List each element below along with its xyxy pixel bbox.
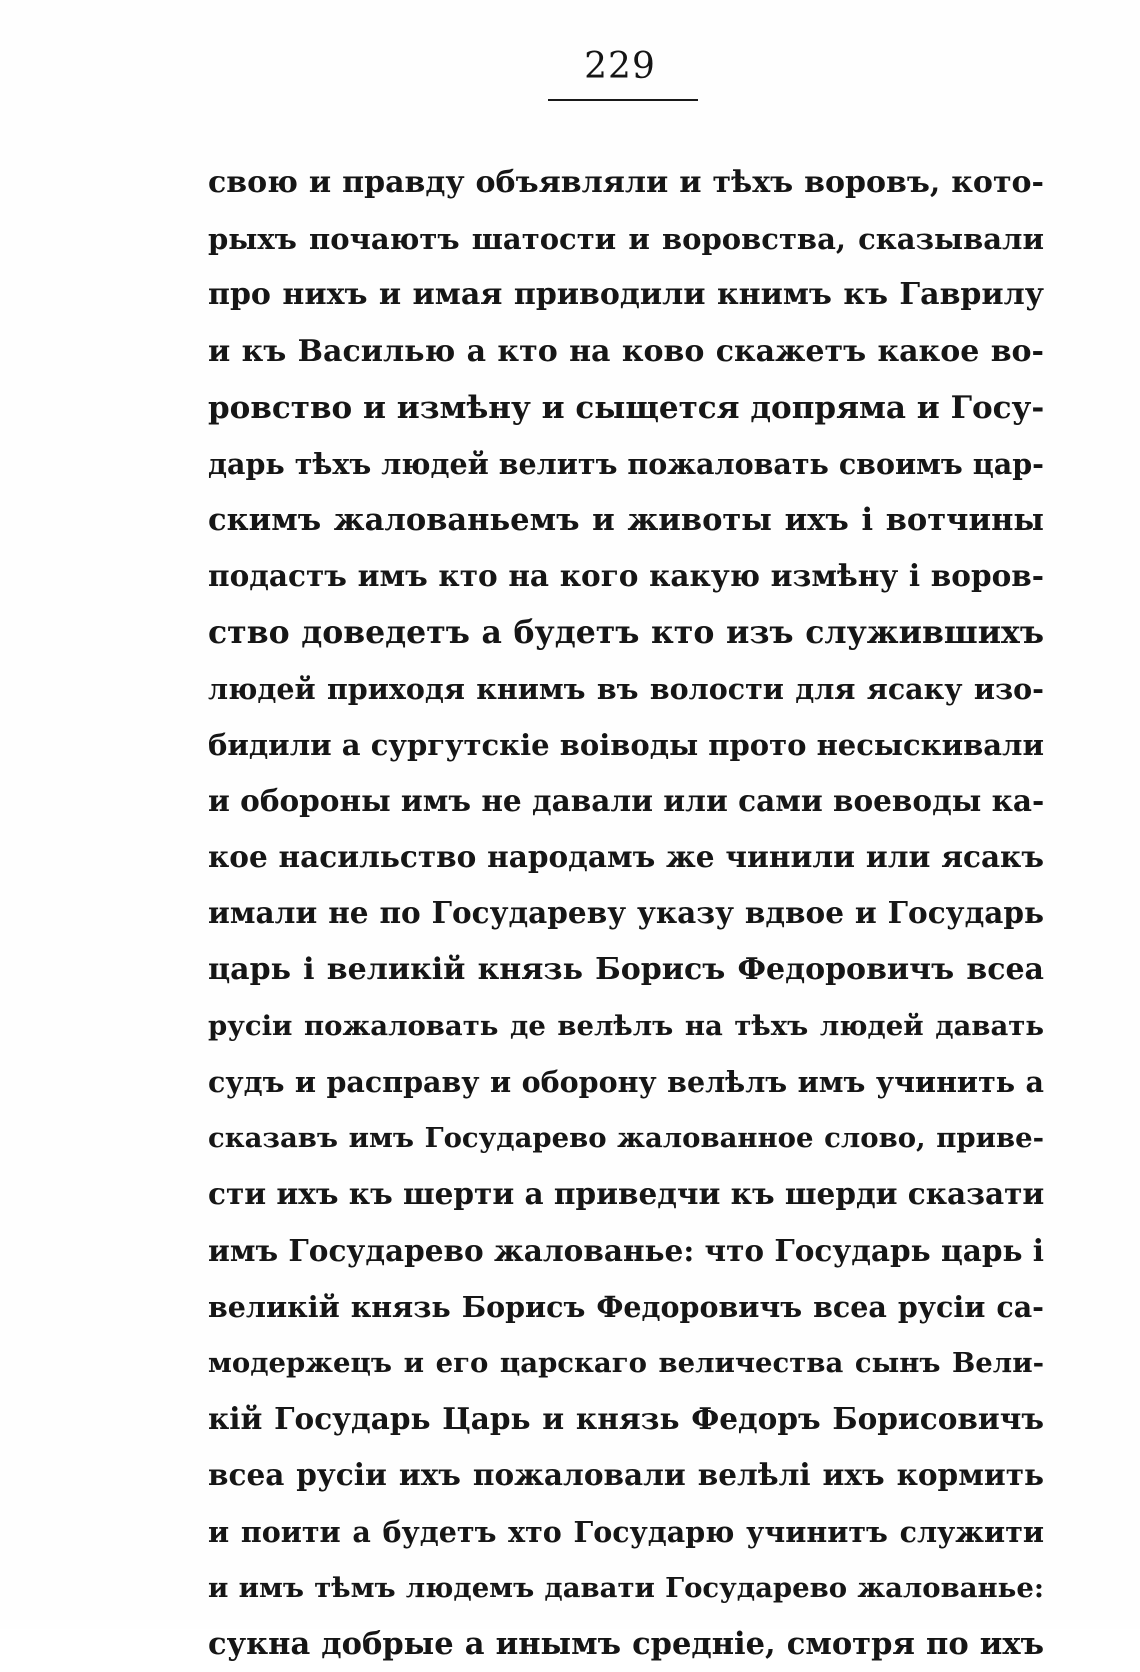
text-line: подастъ имъ кто на кого какую измѣну і воров- (208, 558, 1044, 594)
text-line: и обороны имъ не давали или сами воеводы ка- (208, 783, 1044, 819)
text-line: и поити а будетъ хто Государю учинитъ служити (208, 1514, 1044, 1549)
text-line: судъ и расправу и оборону велѣлъ имъ учинить а (208, 1065, 1044, 1099)
text-line: ство доведетъ а будетъ кто изъ служившихъ (208, 613, 1044, 651)
text-line: про нихъ и имая приводили книмъ къ Гаврилу (208, 277, 1044, 313)
text-line: кій Государь Царь и князь Федоръ Борисовичъ (208, 1401, 1044, 1437)
text-line: людей приходя книмъ въ волости для ясаку изо- (208, 671, 1044, 706)
text-line: кое насильство народамъ же чинили или ясакъ (208, 839, 1044, 875)
text-line: царь і великій князь Борисъ Федоровичъ всеа (208, 951, 1044, 987)
text-line: всеа русіи ихъ пожаловали велѣлі ихъ кормить (208, 1457, 1044, 1493)
text-line: имали не по Государеву указу вдвое и Государь (208, 895, 1044, 931)
page-number: 229 (584, 46, 656, 87)
text-line: бидили а сургутскіе воіводы прото несыскивали (208, 727, 1044, 762)
text-line: модержецъ и его царскаго величества сынъ Вели- (208, 1346, 1044, 1379)
text-line: рыхъ почаютъ шатости и воровства, сказывали (208, 222, 1044, 257)
text-line: русіи пожаловать де велѣлъ на тѣхъ людей давать (208, 1009, 1044, 1042)
body-text (208, 155, 1044, 1672)
text-line: ровство и измѣну и сыщется допряма и Госу- (208, 389, 1044, 426)
text-line: дарь тѣхъ людей велитъ пожаловать своимъ цар- (208, 446, 1044, 481)
text-line: имъ Государево жалованье: что Государь царь і (208, 1232, 1044, 1268)
text-line: скимъ жалованьемъ и животы ихъ і вотчины (208, 502, 1044, 539)
text-line: сказавъ имъ Государево жалованное слово, приве- (208, 1122, 1044, 1155)
text-line: свою и правду объявляли и тѣхъ воровъ, кото- (208, 165, 1044, 200)
text-line: и къ Василью а кто на ково скажетъ какое во- (208, 333, 1044, 369)
header-rule (548, 99, 698, 101)
text-line: сти ихъ къ шерти а приведчи къ шерди сказати (208, 1176, 1044, 1212)
text-line: великій князь Борисъ Федоровичъ всеа русіи са- (208, 1289, 1044, 1324)
text-line: сукна добрые а инымъ средніе, смотря по ихъ (208, 1625, 1044, 1662)
text-line: и имъ тѣмъ людемъ давати Государево жалованье: (208, 1571, 1044, 1604)
